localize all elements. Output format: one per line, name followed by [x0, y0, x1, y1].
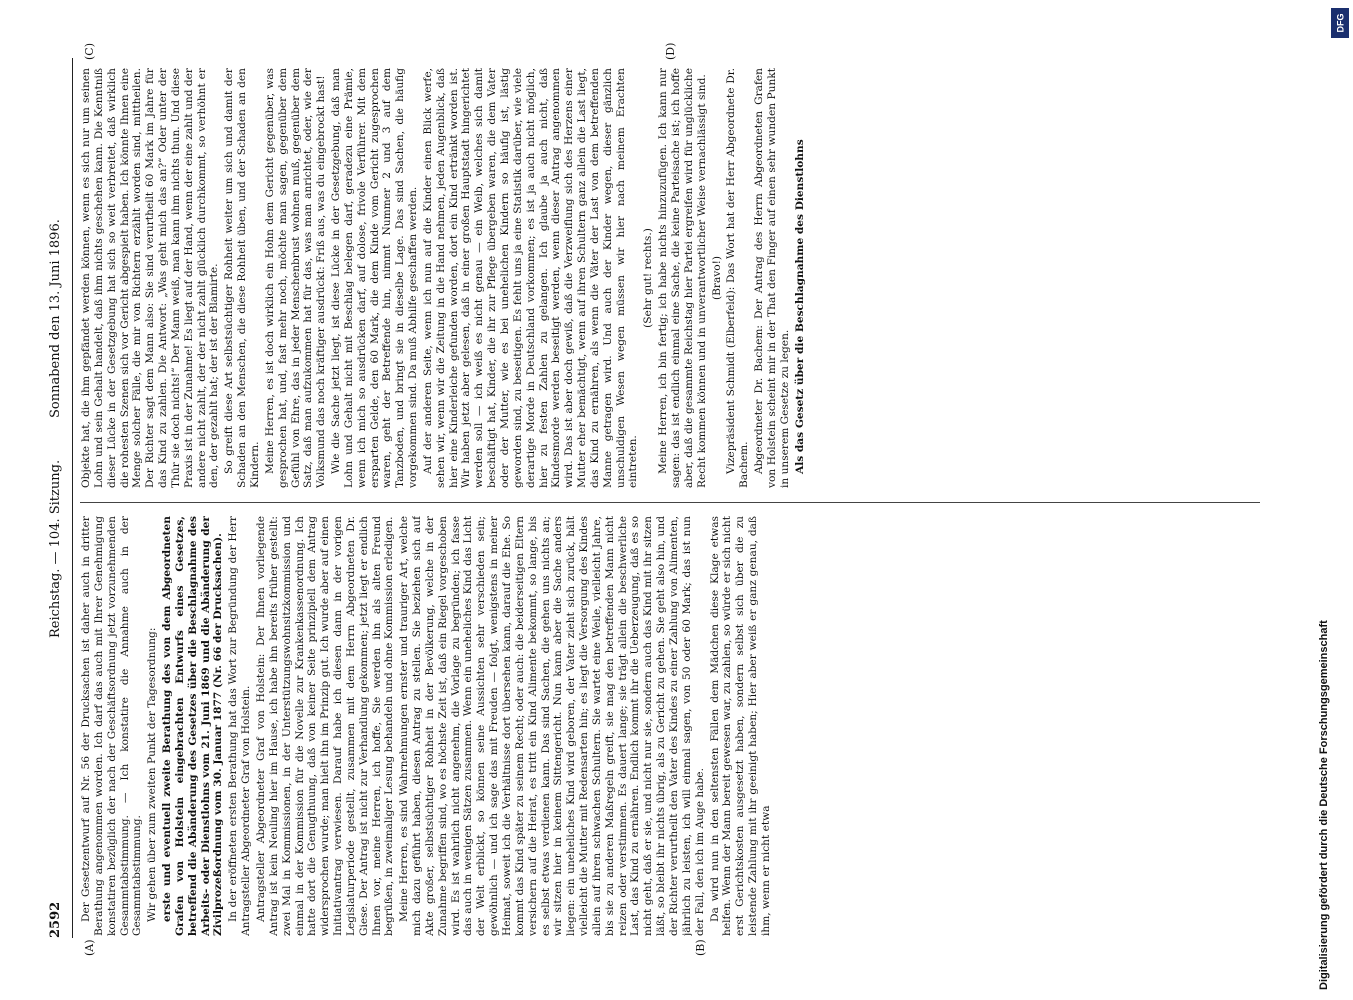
column-divider [80, 502, 1260, 503]
paragraph: Meine Herren, es sind Wahrnehmungen ernster und trauriger Art, welche mich dazu geführt haben, diesen Antrag zu stellen. Sie beziehen sich auf Akte großer, selbstsüchtiger Rohheit in der Bevölkerung, welche in der Zunahme begriffen sind, wo es höchste Zeit ist, daß ein Riegel vorgeschoben wird. Es ist wahrlich nicht angenehm, die Vorlage zu begründen; ich fasse das auch in wenigen Sätzen zusammen. Wenn ein uneheliches Kind das Licht der Welt erblickt, so können seine Aussichten sehr verschieden sein; gewöhnlich — und ich sage das mit Freuden — folgt, wenigstens in meiner Heimat, soweit ich die Verhältnisse dort übersehen kann, darauf die Ehe. So kommt das Kind später zu seinem Recht; oder auch: die beiderseitigen Eltern versichern auf die Heirat, es tritt ein Kind Alimente bekommt, so lange, bis es selbst etwas verdienen kann. Das sind Sachen, die gehen uns nichts an; wir sitzen hier in keinem Sittengericht. Nun kann aber die Sache anders liegen: ein uneheliches Kind wird geboren, der Vater zieht sich zurück, hält vielleicht die Mutter mit Redensarten hin; es liegt die Versorgung des Kindes allein auf ihren schwachen Schultern. Sie wartet eine Weile, vielleicht Jahre, bis sie zu anderen Maßregeln greift, sie mag den betreffenden Mann nicht reizen oder verstimmen. Es dauert lange; sie trägt allein die beschwerliche Last, das Kind zu ernähren. Endlich kommt ihr die Ueberzeugung, daß es so nicht geht, daß er sie, und nicht nur sie, sondern auch das Kind mit ihr sitzen läßt, so bleibt ihr nichts übrig, als zu Gericht zu gehen. Sie geht also hin, und der Richter verurtheilt den Vater des Kindes zu einer Zahlung von Alimenten, jährlich zu leisten, ich will einmal sagen, von 50 oder 60 Mark; das ist nun der Fall, den ich im Auge habe. [398, 516, 706, 936]
paragraph: Wie die Sache jetzt liegt, ist diese Lücke in der Gesetzgebung, daß man Lohn und Gehalt nicht mit Beschlag belegen darf, geradezu eine Prämie, wenn ich mich so ausdrücken darf, auf dolose, frivole Verführer. Mit dem ersparten Gelde, den 60 Mark, die dem Kinde vom Gericht zugesprochen waren, geht der Betreffende hin, nimmt Nummer 2 und 3 auf dem Tanzboden, und bringt sie in dieselbe Lage. Das sind Sachen, die häufig vorgekommen sind. Da muß Abhilfe geschaffen werden. [330, 68, 420, 488]
interjection: (Sehr gut! rechts.) [642, 228, 655, 328]
margin-marker-d: (D) [664, 42, 677, 60]
credit-text: Digitalisierung gefördert durch die Deutsche Forschungsgemeinschaft [1318, 620, 1330, 990]
margin-marker-a: (A) [83, 939, 96, 956]
page-number: 2592 [48, 901, 63, 938]
paragraph: Vizepräsident Schmidt (Elberfeld): Das Wort hat der Herr Abgeordnete Dr. Bachem. [725, 68, 751, 488]
page-header [46, 58, 73, 938]
margin-marker-c: (C) [83, 43, 96, 60]
dfg-logo: DFG [1331, 8, 1349, 38]
paragraph: Der Gesetzentwurf auf Nr. 56 der Drucksachen ist daher auch in dritter Berathung angenommen worden. Ich darf das auch mit Ihrer Genehmigung konstatiren bezüglich der nach der Geschäftsordnung jetzt vorzunehmenden Gesammtabstimmung. — Ich konstatire die Annahme auch in der Gesammtabstimmung. [80, 516, 144, 936]
paragraph: In der eröffneten ersten Berathung hat das Wort zur Begründung der Herr Antragsteller Abgeordneter Graf von Holstein. [227, 516, 253, 936]
paragraph: Wir gehen über zum zweiten Punkt der Tagesordnung: [146, 627, 159, 922]
session-title: Reichstag. — 104. Sitzung. [48, 459, 63, 638]
paragraph: So greift diese Art selbstsüchtiger Rohheit weiter um sich und damit der Schaden an den Menschen, die diese Rohheit üben, und der Schaden an den Kindern. [223, 68, 261, 488]
paragraph: Abgeordneter Dr. Bachem: Der Antrag des Herrn Abgeordneten Grafen von Holstein scheint mir in der That den Finger auf einen sehr wunden Punkt in unserem Gesetze zu legen. [753, 68, 791, 488]
session-date: Sonnabend den 13. Juni 1896. [48, 219, 63, 418]
paragraph: Als das Gesetz über die Beschlagnahme des Dienstlohns [793, 139, 806, 474]
right-column [80, 68, 1270, 488]
agenda-item: erste und eventuell zweite Berathung des von dem Abgeordneten Grafen von Holstein eingebrachten Entwurfs eines Gesetzes, betreffend die Abänderung des Gesetzes über die Beschlagnahme des Arbeits- oder Dienstlohns vom 21. Juni 1869 und die Abänderung der Zivilprozeßordnung vom 30. Januar 1877 (Nr. 66 der Drucksachen). [161, 516, 225, 936]
interjection: (Bravo!) [710, 255, 723, 301]
paragraph: Antragsteller Abgeordneter Graf von Holstein: Der Ihnen vorliegende Antrag ist kein Neuling hier im Hause, ich habe ihn bereits früher gestellt: zwei Mal in Kommissionen, in der Unterstützungswohnsitzkommission und einmal in der Kommission für die Novelle zur Krankenkassenordnung. Ich hatte dort die Genugthuung, daß von keiner Seite prinzipiell dem Antrag widersprochen wurde; man hielt ihn im Prinzip gut. Ich wurde aber auf einen Initiativantrag verwiesen. Darauf habe ich diesen dann in der vorigen Legislaturperiode gestellt, zusammen mit dem Herrn Abgeordneten Dr. Giese. Der Antrag ist nicht zur Verhandlung gekommen; jetzt liegt er endlich Ihnen vor, meine Herren, ich hoffe, Sie werden ihn als alten Freund begrüßen, in zweimaliger Lesung behandeln und ohne Kommission erledigen. [254, 516, 396, 936]
paragraph: Auf der anderen Seite, wenn ich nun auf die Kinder einen Blick werfe, sehen wir, wenn wir die Zeitung in die Hand nehmen, jeden Augenblick, daß hier eine Kinderleiche gefunden worden, dort ein Kind ertränkt worden ist. Wir haben jetzt aber gelesen, daß in einer großen Hauptstadt hingerichtet werden soll — ich weiß es nicht genau — ein Weib, welches sich damit beschäftigt hat, Kinder, die ihr zur Pflege übergeben waren, die dem Vater oder der Mutter, wie es bei unehelichen Kindern so häufig ist, lästig geworden sind, zu beseitigen. Es fehlt uns ja eine Statistik darüber, wie viele derartige Morde in Deutschland vorkommen; es ist ja auch nicht möglich, hier zu festen Zahlen zu gelangen. Ich glaube ja auch nicht, daß Kindesmorde werden beseitigt werden, wenn dieser Antrag angenommen wird. Das ist aber doch gewiß, daß die Verzweiflung sich des Herzens einer Mutter eher bemächtigt, wenn auf ihren Schultern ganz allein die Last liegt, das Kind zu ernähren, als wenn die Väter der Last von dem betreffenden Manne getragen wird. Und auch der Kinder wegen, dieser gänzlich unschuldigen Wesen wegen müssen wir hier nach meinem Erachten eintreten. [421, 68, 640, 488]
left-column [80, 516, 1270, 936]
digitization-credit [1318, 10, 1340, 990]
rotated-page [40, 38, 1280, 958]
paragraph: Meine Herren, ich bin fertig; ich habe nichts hinzuzufügen. Ich kann nur sagen: das ist endlich einmal eine Sache, die keine Parteisache ist; ich hoffe aber, daß die gesammte Reichstag hier Partei ergreifen wird für unglückliche Recht kommen können und in unverantwortlicher Weise vernachlässigt sind. [657, 68, 708, 488]
paragraph: Objekte hat, die ihm gepfändet werden können, wenn es sich nur um seinen Lohn und sein Gehalt handelt, daß ihm nichts geschehen kann. Die Kenntniß dieser Lücke in der Gesetzgebung hat sich so weit verbreitet, daß wirklich die rohesten Szenen sich vor Gericht abgespielt haben. Ich könnte Ihnen eine Menge solcher Fälle, die mir von Richtern erzählt worden sind, mittheilen. Der Richter sagt dem Mann also: Sie sind verurtheilt 60 Mark im Jahre für das Kind zu zahlen. Die Antwort: „Was geht mich das an?“ Oder unter der Thür sie doch nichts!“ Der Mann weiß, man kann ihm nichts thun. Und diese Praxis ist in der Zunahme! Es liegt auf der Hand, wenn der eine zahlt und der andere nicht zahlt, der der nicht zahlt glücklich durchkommt, so verhöhnt er den, der gezahlt hat; der ist der Blamirte. [80, 68, 221, 488]
paragraph: Meine Herren, es ist doch wirklich ein Hohn dem Gericht gegenüber, was gesprochen hat, und, fast mehr noch, möchte man sagen, gegenüber dem Gefühl von Ehre, das in jeder Menschenbrust wohnen muß, gegenüber dem Satz, daß man aufzukommen hat für das, was man anrichtet, oder, wie der Volksmund das noch kräftiger ausdrückt: Friß aus, was du eingebrockt hast! [263, 68, 328, 488]
paragraph: Da wird nun in den seltensten Fällen dem Mädchen diese Klage etwas helfen. Wenn der Mann bereit gewesen war, zu zahlen, so würde er sich nicht erst Gerichtskosten ausgesetzt haben, sondern selbst sich über die zu leistende Zahlung mit ihr geeinigt haben; Hier aber weiß er ganz genau, daß ihm, wenn er nicht etwa [708, 516, 772, 936]
margin-marker-b: (B) [694, 939, 707, 956]
